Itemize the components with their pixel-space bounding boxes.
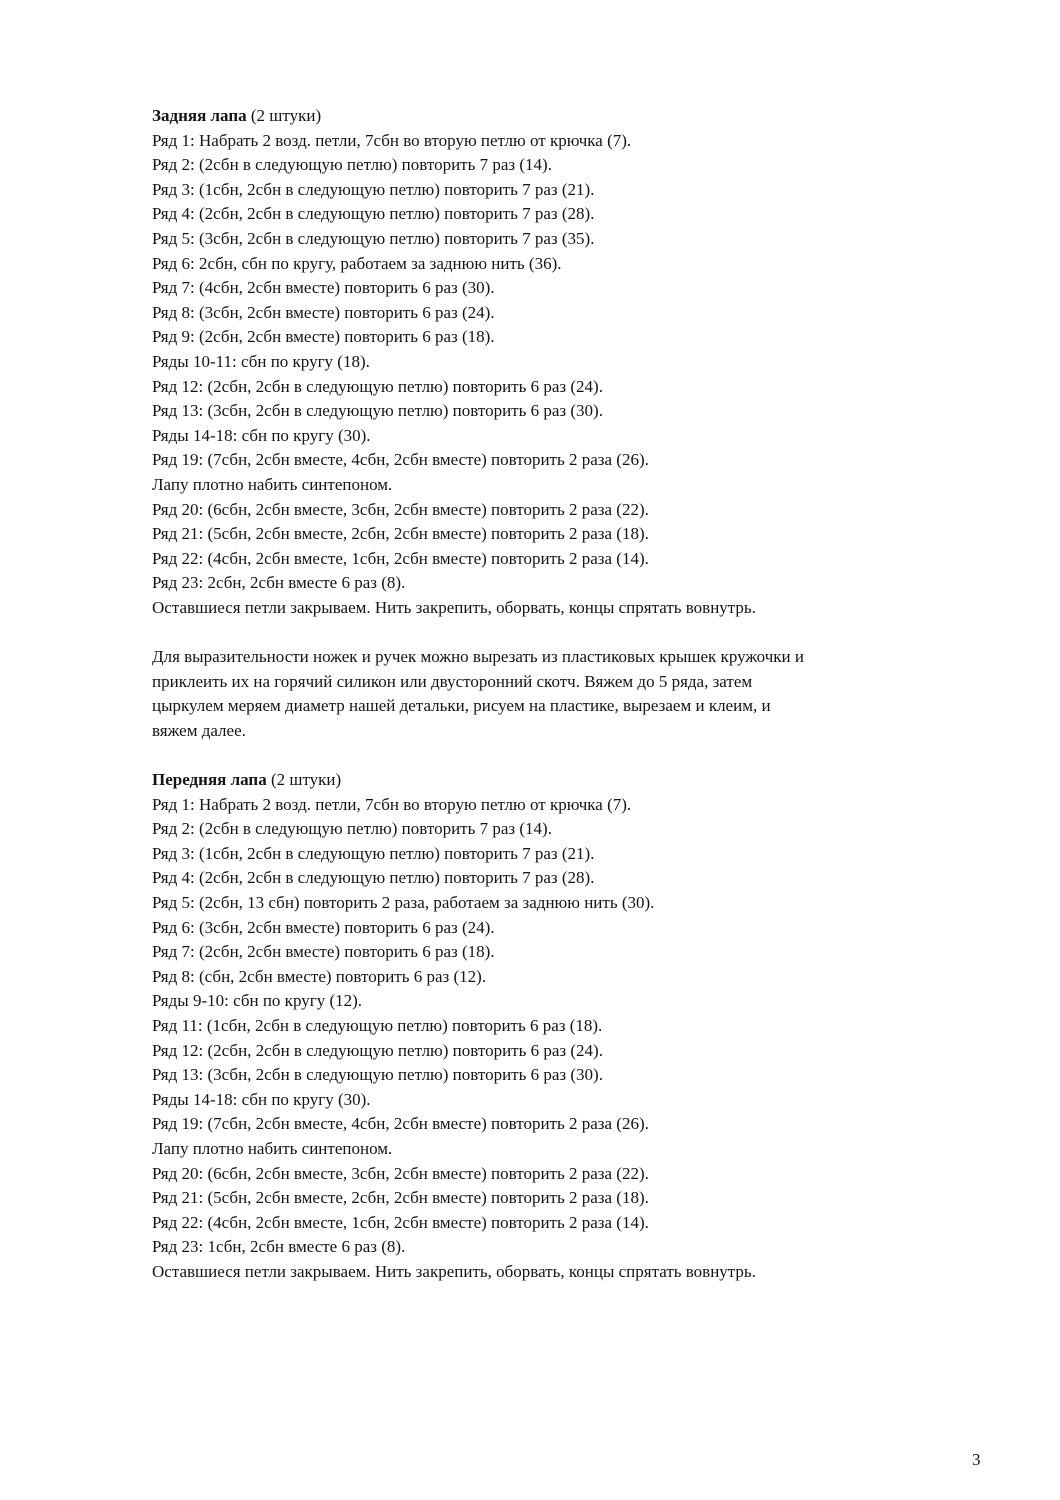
note-line: Для выразительности ножек и ручек можно вырезать из пластиковых крышек кружочки и [152, 647, 805, 667]
pattern-line: Ряд 6: (3сбн, 2сбн вместе) повторить 6 раз (24). [152, 917, 495, 937]
pattern-line: Ряд 13: (3сбн, 2сбн в следующую петлю) повторить 6 раз (30). [152, 1065, 603, 1085]
pattern-line: Ряд 8: (3сбн, 2сбн вместе) повторить 6 раз (24). [152, 302, 495, 322]
pattern-line: Ряд 22: (4сбн, 2сбн вместе, 1сбн, 2сбн вместе) повторить 2 раза (14). [152, 1212, 649, 1232]
pattern-line: Ряд 12: (2сбн, 2сбн в следующую петлю) повторить 6 раз (24). [152, 1040, 603, 1060]
pattern-line: Ряд 5: (3сбн, 2сбн в следующую петлю) повторить 7 раз (35). [152, 228, 595, 248]
note-line: приклеить их на горячий силикон или двусторонний скотч. Вяжем до 5 ряда, затем [152, 671, 753, 691]
pattern-line: Ряд 5: (2сбн, 13 сбн) повторить 2 раза, работаем за заднюю нить (30). [152, 893, 655, 912]
section-rear-paw [152, 104, 1002, 620]
pattern-line: Ряд 12: (2сбн, 2сбн в следующую петлю) повторить 6 раз (24). [152, 376, 603, 396]
pattern-line: Ряд 21: (5сбн, 2сбн вместе, 2сбн, 2сбн вместе) повторить 2 раза (18). [152, 1188, 649, 1208]
section-subtitle: (2 штуки) [246, 106, 322, 125]
pattern-line: Ряд 3: (1сбн, 2сбн в следующую петлю) повторить 7 раз (21). [152, 843, 595, 863]
pattern-line: Ряд 22: (4сбн, 2сбн вместе, 1сбн, 2сбн вместе) повторить 2 раза (14). [152, 548, 649, 568]
pattern-line: Ряд 3: (1сбн, 2сбн в следующую петлю) повторить 7 раз (21). [152, 179, 595, 199]
note-line: цыркулем меряем диаметр нашей детальки, рисуем на пластике, вырезаем и клеим, и [152, 696, 771, 716]
pattern-line: Ряд 19: (7сбн, 2сбн вместе, 4сбн, 2сбн вместе) повторить 2 раза (26). [152, 450, 649, 470]
pattern-line: Ряд 4: (2сбн, 2сбн в следующую петлю) повторить 7 раз (28). [152, 204, 595, 224]
note-line: вяжем далее. [152, 720, 246, 740]
section-heading [152, 768, 1002, 793]
pattern-line: Лапу плотно набить синтепоном. [152, 1138, 393, 1158]
pattern-line: Ряд 7: (4сбн, 2сбн вместе) повторить 6 раз (30). [152, 278, 495, 298]
paragraph-gap [152, 743, 1002, 768]
pattern-line: Ряд 2: (2сбн в следующую петлю) повторить 7 раз (14). [152, 155, 552, 175]
page-number: 3 [972, 1450, 981, 1469]
pattern-line: Ряд 23: 2сбн, 2сбн вместе 6 раз (8). [152, 573, 406, 593]
pattern-line: Ряд 7: (2сбн, 2сбн вместе) повторить 6 раз (18). [152, 942, 495, 962]
pattern-line: Ряд 19: (7сбн, 2сбн вместе, 4сбн, 2сбн вместе) повторить 2 раза (26). [152, 1114, 649, 1134]
pattern-line: Ряд 20: (6сбн, 2сбн вместе, 3сбн, 2сбн вместе) повторить 2 раза (22). [152, 1163, 649, 1183]
section-front-paw [152, 768, 1002, 1284]
section-title: Передняя лапа [152, 770, 267, 790]
pattern-line: Ряд 4: (2сбн, 2сбн в следующую петлю) повторить 7 раз (28). [152, 868, 595, 888]
paragraph-gap [152, 620, 1002, 645]
pattern-line: Ряд 2: (2сбн в следующую петлю) повторить 7 раз (14). [152, 819, 552, 839]
document-page [152, 104, 1002, 1285]
pattern-line: Оставшиеся петли закрываем. Нить закрепить, оборвать, концы спрятать вовнутрь. [152, 597, 756, 617]
pattern-line: Ряд 11: (1сбн, 2сбн в следующую петлю) повторить 6 раз (18). [152, 1015, 603, 1035]
pattern-line: Ряд 21: (5сбн, 2сбн вместе, 2сбн, 2сбн вместе) повторить 2 раза (18). [152, 524, 649, 544]
pattern-line: Оставшиеся петли закрываем. Нить закрепить, оборвать, концы спрятать вовнутрь. [152, 1261, 756, 1281]
pattern-line: Ряд 1: Набрать 2 возд. петли, 7сбн во вторую петлю от крючка (7). [152, 130, 632, 150]
pattern-line: Ряды 9-10: сбн по кругу (12). [152, 991, 363, 1011]
pattern-line: Лапу плотно набить синтепоном. [152, 474, 393, 494]
pattern-line: Ряды 14-18: сбн по кругу (30). [152, 425, 371, 445]
section-subtitle: (2 штуки) [266, 770, 342, 790]
pattern-line: Ряд 20: (6сбн, 2сбн вместе, 3сбн, 2сбн вместе) повторить 2 раза (22). [152, 499, 649, 519]
pattern-line: Ряд 6: 2сбн, сбн по кругу, работаем за заднюю нить (36). [152, 253, 562, 273]
pattern-line: Ряд 13: (3сбн, 2сбн в следующую петлю) повторить 6 раз (30). [152, 401, 603, 421]
pattern-line: Ряд 23: 1сбн, 2сбн вместе 6 раз (8). [152, 1237, 406, 1257]
pattern-line: Ряд 9: (2сбн, 2сбн вместе) повторить 6 раз (18). [152, 327, 495, 347]
section-title: Задняя лапа [152, 106, 247, 125]
pattern-line: Ряд 8: (сбн, 2сбн вместе) повторить 6 раз (12). [152, 966, 487, 986]
pattern-line: Ряды 10-11: сбн по кругу (18). [152, 351, 370, 371]
pattern-line: Ряды 14-18: сбн по кругу (30). [152, 1089, 371, 1109]
note-paragraph [152, 645, 1002, 743]
pattern-line: Ряд 1: Набрать 2 возд. петли, 7сбн во вторую петлю от крючка (7). [152, 794, 632, 814]
section-heading [152, 104, 1002, 129]
